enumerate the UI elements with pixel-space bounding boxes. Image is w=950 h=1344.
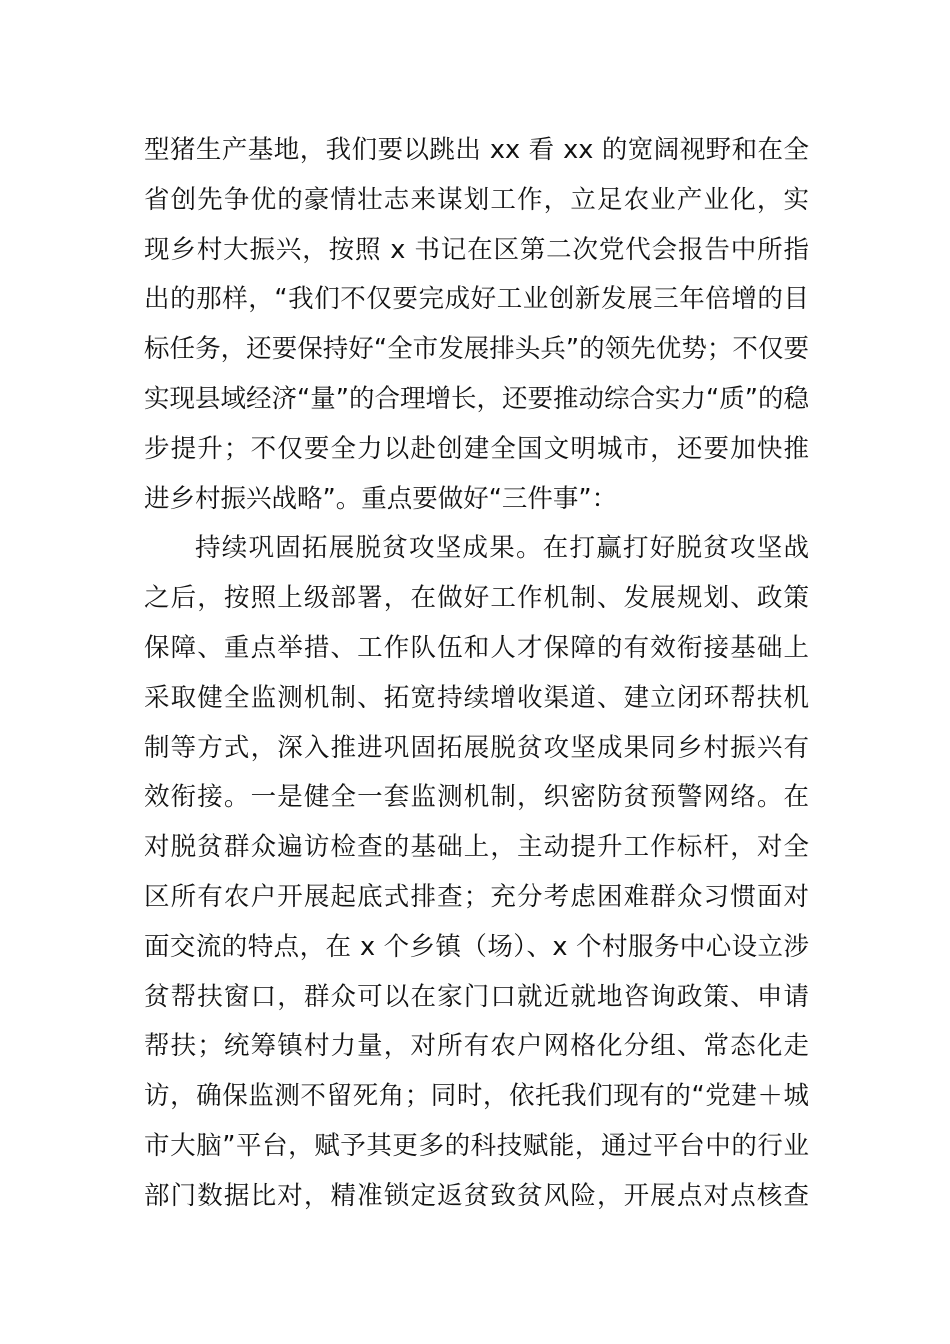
text-line: 实现县域经济“量”的合理增长，还要推动综合实力“质”的稳: [144, 383, 809, 414]
text-line: 效衔接。一是健全一套监测机制，织密防贫预警网络。在: [144, 782, 809, 813]
text-line: 市大脑”平台，赋予其更多的科技赋能，通过平台中的行业: [144, 1130, 809, 1161]
text-line: 持续巩固拓展脱贫攻坚成果。在打赢打好脱贫攻坚战: [195, 533, 809, 564]
text-line: 保障、重点举措、工作队伍和人才保障的有效衔接基础上: [144, 632, 809, 663]
text-line: 省创先争优的豪情壮志来谋划工作，立足农业产业化，实: [144, 184, 809, 215]
text-line: 标任务，还要保持好“全市发展排头兵”的领先优势；不仅要: [144, 334, 809, 365]
text-line: 出的那样，“我们不仅要完成好工业创新发展三年倍增的目: [144, 284, 809, 315]
text-line: 之后，按照上级部署，在做好工作机制、发展规划、政策: [144, 583, 809, 614]
paragraph: [144, 126, 809, 524]
text-line: 步提升；不仅要全力以赴创建全国文明城市，还要加快推: [144, 433, 809, 464]
text-line: 区所有农户开展起底式排查；充分考虑困难群众习惯面对: [144, 881, 809, 912]
text-line: 部门数据比对，精准锁定返贫致贫风险，开展点对点核查: [144, 1180, 809, 1211]
text-line: 型猪生产基地，我们要以跳出 xx 看 xx 的宽阔视野和在全: [144, 135, 809, 165]
text-line: 采取健全监测机制、拓宽持续增收渠道、建立闭环帮扶机: [144, 682, 809, 713]
text-line: 贫帮扶窗口，群众可以在家门口就近就地咨询政策、申请: [144, 981, 809, 1012]
document-body: [144, 126, 809, 1222]
text-line: 面交流的特点，在 x 个乡镇（场）、x 个村服务中心设立涉: [144, 931, 809, 962]
text-line: 帮扶；统筹镇村力量，对所有农户网格化分组、常态化走: [144, 1031, 809, 1062]
text-line: 对脱贫群众遍访检查的基础上，主动提升工作标杆，对全: [144, 832, 809, 863]
paragraph: [144, 524, 809, 1221]
text-line: 制等方式，深入推进巩固拓展脱贫攻坚成果同乡村振兴有: [144, 732, 809, 763]
text-line: 进乡村振兴战略”。重点要做好“三件事”：: [144, 483, 618, 514]
text-line: 访，确保监测不留死角；同时，依托我们现有的“党建＋城: [144, 1081, 809, 1112]
text-line: 现乡村大振兴，按照 x 书记在区第二次党代会报告中所指: [144, 234, 809, 265]
